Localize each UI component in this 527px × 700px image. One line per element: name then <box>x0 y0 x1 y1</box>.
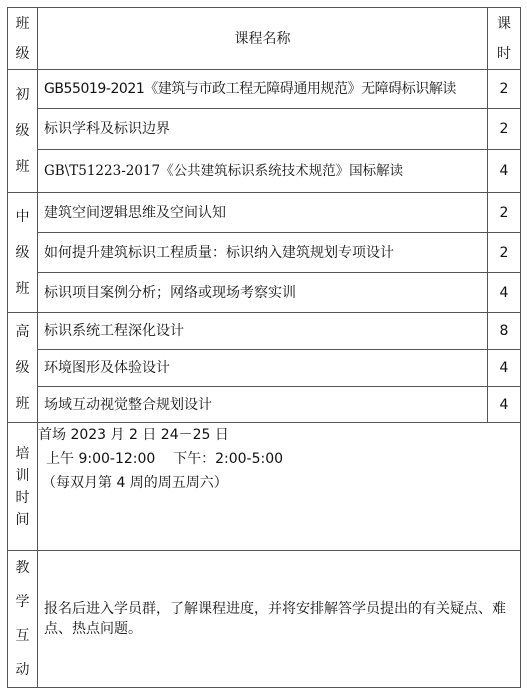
interaction-row <box>8 551 521 688</box>
course-hours: 4 <box>488 350 521 387</box>
interaction-char: 学 <box>15 594 30 610</box>
header-level-cell <box>8 8 38 70</box>
level-char: 级 <box>15 244 30 261</box>
interaction-char: 互 <box>15 628 30 644</box>
course-title: 场域互动视觉整合规划设计 <box>38 387 488 423</box>
course-title: 环境图形及体验设计 <box>38 350 488 387</box>
header-row <box>8 8 521 70</box>
session-hours: 上午 9:00-12:00 下午：2:00-5:00 <box>46 451 284 467</box>
interaction-char: 教 <box>15 560 30 576</box>
course-row <box>8 387 521 423</box>
course-schedule-table <box>7 7 521 688</box>
header-level-char: 级 <box>15 45 30 62</box>
course-hours: 8 <box>488 313 521 350</box>
level-char: 中 <box>15 208 30 225</box>
first-session-date: 首场 2023 月 2 日 24－25 日 <box>38 427 229 443</box>
course-row <box>8 109 521 150</box>
course-row <box>8 350 521 387</box>
training-time-char: 培 <box>15 445 30 462</box>
course-row <box>8 313 521 350</box>
course-row <box>8 273 521 313</box>
interaction-char: 动 <box>15 662 30 678</box>
course-row <box>8 150 521 193</box>
training-time-char: 间 <box>15 511 30 528</box>
training-time-label <box>8 423 38 551</box>
interaction-label <box>8 551 38 688</box>
level-char: 级 <box>15 123 30 139</box>
course-row <box>8 70 521 109</box>
course-row <box>8 233 521 273</box>
course-title: 标识系统工程深化设计 <box>38 313 488 350</box>
header-hours-cell <box>488 8 521 70</box>
level-char: 班 <box>15 280 30 297</box>
course-title: GB\T51223-2017《公共建筑标识系统技术规范》国标解读 <box>38 150 488 193</box>
level-label-advanced <box>8 313 38 423</box>
level-char: 班 <box>15 395 30 412</box>
level-label-beginner <box>8 70 38 193</box>
level-char: 高 <box>15 323 30 340</box>
course-hours: 4 <box>488 387 521 423</box>
course-title: 标识项目案例分析；网络或现场考察实训 <box>38 273 488 313</box>
course-hours: 2 <box>488 193 521 233</box>
training-time-char: 时 <box>15 489 30 506</box>
level-label-intermediate <box>8 193 38 313</box>
course-hours: 4 <box>488 273 521 313</box>
header-course-name: 课程名称 <box>38 8 488 70</box>
course-hours: 2 <box>488 70 521 109</box>
course-row <box>8 193 521 233</box>
training-time-row <box>8 423 521 551</box>
training-time-details <box>38 423 521 551</box>
course-title: 标识学科及标识边界 <box>38 109 488 150</box>
level-char: 班 <box>15 159 30 175</box>
session-frequency: （每双月第 4 周的周五周六） <box>42 475 228 491</box>
header-hours-char: 时 <box>497 45 511 62</box>
interaction-description: 报名后进入学员群，了解课程进度，并将安排解答学员提出的有关疑点、难点、热点问题。 <box>38 551 521 688</box>
level-char: 级 <box>15 359 30 376</box>
header-level-char: 班 <box>15 15 30 32</box>
level-char: 初 <box>15 87 30 103</box>
training-time-char: 训 <box>15 467 30 484</box>
course-hours: 2 <box>488 109 521 150</box>
course-title: GB55019-2021《建筑与市政工程无障碍通用规范》无障碍标识解读 <box>38 70 488 109</box>
course-hours: 2 <box>488 233 521 273</box>
course-hours: 4 <box>488 150 521 193</box>
course-title: 建筑空间逻辑思维及空间认知 <box>38 193 488 233</box>
course-title: 如何提升建筑标识工程质量：标识纳入建筑规划专项设计 <box>38 233 488 273</box>
header-hours-char: 课 <box>497 15 511 32</box>
